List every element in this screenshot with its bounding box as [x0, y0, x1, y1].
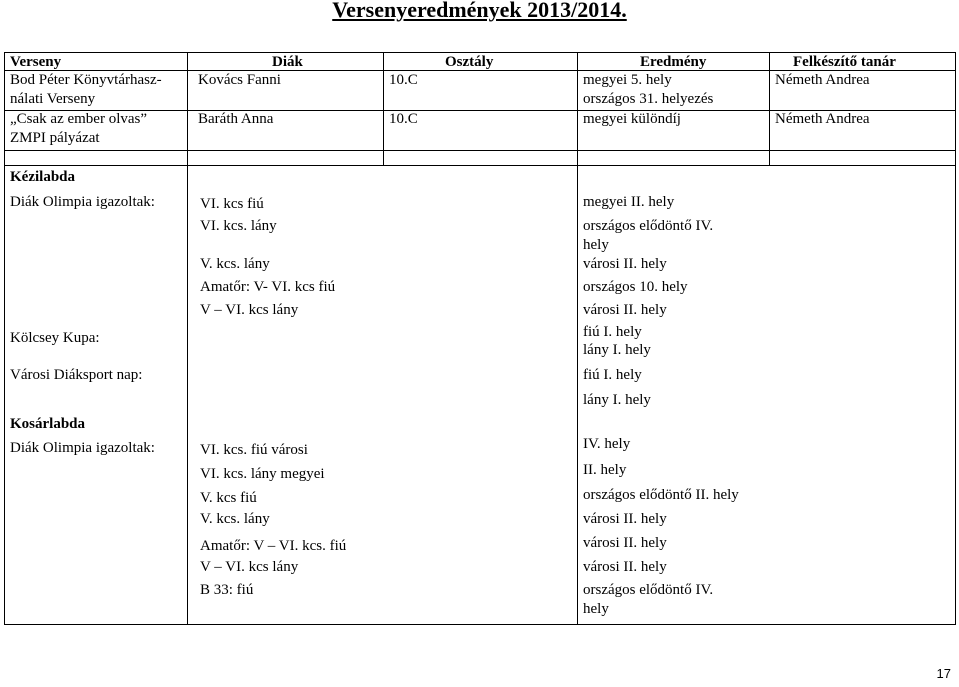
row2-osztaly: 10.C [389, 111, 418, 127]
col-divider-verseny [187, 52, 188, 624]
row2-verseny-line1: „Csak az ember olvas” [10, 111, 148, 127]
empty-row-bottom-border [4, 165, 956, 166]
kezilabda-result-cont: hely [583, 237, 609, 253]
kolcsey-result-boys: fiú I. hely [583, 324, 642, 340]
kosarlabda-result: városi II. hely [583, 535, 667, 551]
kezilabda-team: V – VI. kcs lány [200, 302, 299, 318]
kosarlabda-result: IV. hely [583, 436, 631, 452]
kosarlabda-heading: Kosárlabda [10, 416, 86, 432]
kosarlabda-team: V. kcs fiú [200, 490, 257, 506]
kezilabda-do-label: Diák Olimpia igazoltak: [10, 194, 155, 210]
kosarlabda-team: V – VI. kcs lány [200, 559, 299, 575]
kolcsey-result-girls: lány I. hely [583, 342, 651, 358]
row2-verseny-line2: ZMPI pályázat [10, 130, 100, 146]
row1-verseny-line1: Bod Péter Könyvtárhasz- [10, 72, 162, 88]
kezilabda-team: VI. kcs fiú [200, 196, 264, 212]
table-left-border [4, 52, 5, 624]
row1-verseny-line2: nálati Verseny [10, 91, 96, 107]
row2-bottom-border [4, 150, 956, 151]
page-number: 17 [936, 666, 951, 681]
kezilabda-result: országos 10. hely [583, 279, 688, 295]
kosarlabda-result: városi II. hely [583, 559, 667, 575]
kosarlabda-result-cont: hely [583, 601, 609, 617]
kezilabda-result: városi II. hely [583, 302, 667, 318]
kosarlabda-team: VI. kcs. fiú városi [200, 442, 308, 458]
table-right-border [955, 52, 956, 624]
kezilabda-result: megyei II. hely [583, 194, 675, 210]
kosarlabda-result: városi II. hely [583, 511, 667, 527]
table-top-border [4, 52, 956, 53]
header-eredmeny: Eredmény [640, 54, 707, 70]
row2-eredmeny: megyei különdíj [583, 111, 681, 127]
row1-diak: Kovács Fanni [198, 72, 281, 88]
varosi-result-girls: lány I. hely [583, 392, 651, 408]
row2-tanar: Németh Andrea [775, 111, 870, 127]
kosarlabda-result: országos elődöntő IV. [583, 582, 714, 598]
row1-eredmeny-line2: országos 31. helyezés [583, 91, 714, 107]
kosarlabda-team: B 33: fiú [200, 582, 254, 598]
page-title: Versenyeredmények 2013/2014. [332, 0, 627, 22]
row2-diak: Baráth Anna [198, 111, 274, 127]
table-bottom-border [4, 624, 956, 625]
kosarlabda-result: II. hely [583, 462, 627, 478]
kezilabda-team: Amatőr: V- VI. kcs fiú [200, 279, 336, 295]
varosi-result-boys: fiú I. hely [583, 367, 642, 383]
kezilabda-team: VI. kcs. lány [200, 218, 277, 234]
col-divider-eredmeny [769, 52, 770, 165]
kezilabda-result: városi II. hely [583, 256, 667, 272]
row1-eredmeny-line1: megyei 5. hely [583, 72, 672, 88]
row1-tanar: Németh Andrea [775, 72, 870, 88]
kosarlabda-team: V. kcs. lány [200, 511, 270, 527]
kezilabda-heading: Kézilabda [10, 169, 76, 185]
kosarlabda-team: Amatőr: V – VI. kcs. fiú [200, 538, 347, 554]
kezilabda-result: országos elődöntő IV. [583, 218, 714, 234]
header-diak: Diák [272, 54, 303, 70]
kezilabda-team: V. kcs. lány [200, 256, 270, 272]
kolcsey-kupa-label: Kölcsey Kupa: [10, 330, 100, 346]
kosarlabda-do-label: Diák Olimpia igazoltak: [10, 440, 155, 456]
header-tanar: Felkészítő tanár [793, 54, 896, 70]
header-osztaly: Osztály [445, 54, 494, 70]
varosi-diaksport-label: Városi Diáksport nap: [10, 367, 143, 383]
row1-osztaly: 10.C [389, 72, 418, 88]
col-divider-diak [383, 52, 384, 165]
kosarlabda-team: VI. kcs. lány megyei [200, 466, 325, 482]
col-divider-osztaly [577, 52, 578, 624]
header-verseny: Verseny [10, 54, 62, 70]
kosarlabda-result: országos elődöntő II. hely [583, 487, 739, 503]
